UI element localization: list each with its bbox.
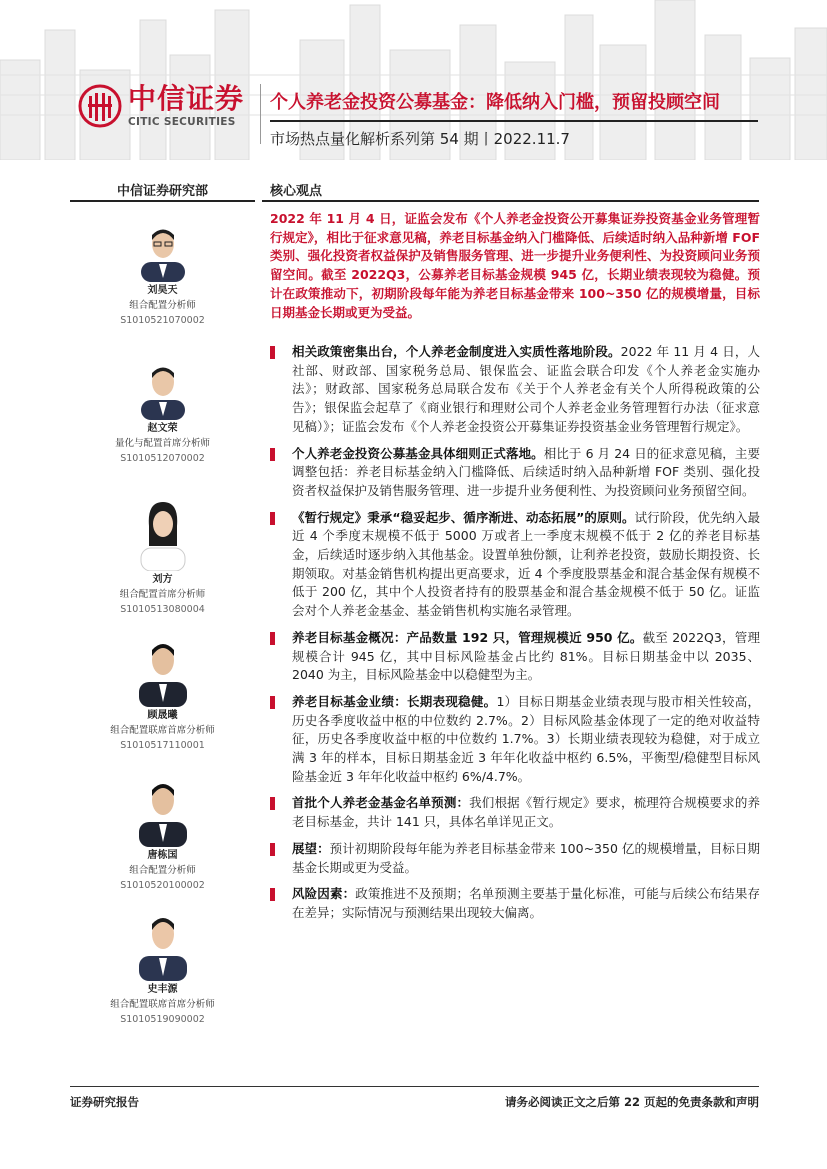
list-item (270, 509, 760, 621)
footer-report-type: 证券研究报告 (70, 1095, 139, 1109)
analyst-title: 组合配置联席首席分析师 (110, 725, 215, 736)
logo-cn-text: 中信证券 (128, 81, 245, 115)
point-lead: 《暂行规定》秉承“稳妥起步、循序渐进、动态拓展”的原则。 (292, 509, 635, 525)
avatar (133, 632, 193, 707)
analyst-id: S1010519090002 (120, 1014, 205, 1025)
list-item (270, 693, 760, 787)
point-lead: 展望： (292, 840, 330, 856)
analyst-title: 量化与配置首席分析师 (114, 438, 210, 449)
point-body: 政策推进不及预期；名单预测主要基于量化标准，可能与后续公布结果存在差异；实际情况与预测结果出现较大偏离。 (292, 886, 760, 920)
citic-logo-icon (78, 84, 122, 128)
point-lead: 相关政策密集出台，个人养老金制度进入实质性落地阶段。 (292, 344, 621, 359)
analyst-id: S1010520100002 (120, 880, 205, 891)
avatar (133, 906, 193, 981)
avatar (133, 772, 193, 847)
analyst-name: 顾晟曦 (147, 710, 178, 721)
main-rule (262, 200, 759, 202)
list-item (270, 343, 760, 437)
list-item (270, 629, 760, 685)
summary-paragraph: 2022 年 11 月 4 日，证监会发布《个人养老金投资公开募集证券投资基金业务管理暂行规定》，相比于征求意见稿，养老目标基金纳入门槛降低、后续适时纳入品种新增 FOF 类别、强化投资者权益保护及销售服务管理、进一步提升业务便利性、为投资顾问业务预留空间。截至 2022Q3，公募养老目标基金规模 945 亿，长期业绩表现较为稳健。预计在政策推动下，初期阶段每年能为养老目标基金带来 100~350 亿的规模增量，目标日期基金长期或更为受益。 (270, 211, 760, 320)
analyst-card (70, 772, 255, 894)
point-lead: 养老目标基金业绩：长期表现稳健。 (292, 693, 497, 709)
bullet-marker (270, 512, 275, 525)
point-body: 截至 2022Q3，管理规模合计 945 亿，其中目标风险基金占比约 81%。目标日期基金中以 2035、2040 为主，目标风险基金中以稳健型为主。 (292, 629, 761, 683)
title-rule (270, 120, 758, 122)
analyst-id: S1010521070002 (120, 315, 205, 326)
point-body: 试行阶段，优先纳入最近 4 个季度末规模不低于 5000 万或者上一季度末规模不低于 2 亿的养老目标基金，后续适时逐步纳入其他基金。设置单独份额，让利养老投资，鼓励长期投资、长期领取。对基金销售机构提出更高要求，近 4 个季度股票基金和混合基金保有规模不低于 200 亿，其中个人投资者持有的股票基金和混合基金规模不低于 50 亿。证监会对个人养老金基金、基金销售机构实施名录管理。 (292, 509, 760, 619)
avatar (133, 360, 193, 420)
analyst-name: 刘方 (152, 574, 173, 585)
analyst-title: 组合配置联席首席分析师 (110, 999, 215, 1010)
analyst-id: S1010513080004 (120, 604, 205, 615)
bullet-marker (270, 843, 275, 856)
analyst-card (70, 360, 255, 467)
analyst-card (70, 906, 255, 1028)
citic-logo (78, 81, 245, 128)
point-lead: 个人养老金投资公募基金具体细则正式落地。 (292, 445, 544, 461)
bullet-marker (270, 888, 275, 901)
analyst-id: S1010512070002 (120, 453, 205, 464)
report-subtitle: 市场热点量化解析系列第 54 期丨2022.11.7 (270, 130, 570, 148)
analyst-card (70, 496, 255, 618)
list-item (270, 840, 760, 877)
key-points-list (270, 343, 760, 931)
footer-disclaimer: 请务必阅读正文之后第 22 页起的免责条款和声明 (504, 1095, 759, 1109)
avatar (133, 222, 193, 282)
analyst-name: 刘昊天 (147, 285, 178, 296)
analyst-title: 组合配置分析师 (129, 865, 196, 876)
list-item (270, 794, 760, 831)
analyst-name: 史丰源 (147, 984, 178, 995)
main-heading: 核心观点 (270, 184, 323, 199)
point-lead: 首批个人养老金基金名单预测： (292, 795, 470, 811)
analyst-id: S1010517110001 (120, 740, 205, 751)
analyst-title: 组合配置分析师 (129, 300, 196, 311)
bullet-marker (270, 632, 275, 645)
analyst-card (70, 222, 255, 329)
point-body: 相比于 6 月 24 日的征求意见稿，主要调整包括：养老目标基金纳入门槛降低、后续适时纳入品种新增 FOF 类别、强化投资者权益保护及销售服务管理、进一步提升业务便利性、为投资顾问业务预留空间。 (292, 445, 760, 498)
analyst-title: 组合配置首席分析师 (119, 589, 206, 600)
header-divider (260, 84, 261, 144)
bullet-marker (270, 797, 275, 810)
point-body: 1）目标日期基金业绩表现与股市相关性较高，历史各季度收益中枢的中位数约 2.7%。2）目标风险基金体现了一定的绝对收益特征，历史各季度收益中枢的中位数约 1.7%。3）长期业绩表现较为稳健，对于成立满 3 年的样本，目标日期基金近 3 年年化收益中枢约 6.5%，平衡型/稳健型目标风险基金近 3 年年化收益中枢约 6%/4.7%。 (292, 693, 760, 784)
point-body: 2022 年 11 月 4 日，人社部、财政部、国家税务总局、银保监会、证监会联合印发《个人养老金实施办法》；财政部、国家税务总局联合发布《关于个人养老金有关个人所得税政策的公告》；银保监会起草了《商业银行和理财公司个人养老金业务管理暂行办法（征求意见稿）》；证监会发布《个人养老金投资公开募集证券投资基金业务管理暂行规定》。 (292, 344, 760, 434)
analyst-card (70, 632, 255, 754)
point-lead: 风险因素： (292, 886, 356, 902)
analyst-name: 唐栋国 (147, 850, 178, 861)
avatar (133, 496, 193, 571)
footer-rule (70, 1086, 759, 1087)
point-body: 预计初期阶段每年能为养老目标基金带来 100~350 亿的规模增量，目标日期基金长期或更为受益。 (292, 840, 760, 875)
bullet-marker (270, 448, 275, 461)
bullet-marker (270, 696, 275, 709)
point-lead: 养老目标基金概况：产品数量 192 只，管理规模近 950 亿。 (292, 629, 643, 645)
sidebar-rule (70, 200, 255, 202)
logo-en-text: CITIC SECURITIES (128, 115, 236, 128)
list-item (270, 885, 760, 922)
analyst-name: 赵文荣 (147, 423, 178, 434)
sidebar-heading: 中信证券研究部 (116, 184, 208, 199)
bullet-marker (270, 346, 275, 359)
point-body: 我们根据《暂行规定》要求，梳理符合规模要求的养老目标基金，共计 141 只，具体名单详见正文。 (292, 795, 760, 830)
list-item (270, 445, 760, 501)
report-title: 个人养老金投资公募基金：降低纳入门槛，预留投顾空间 (270, 92, 720, 113)
